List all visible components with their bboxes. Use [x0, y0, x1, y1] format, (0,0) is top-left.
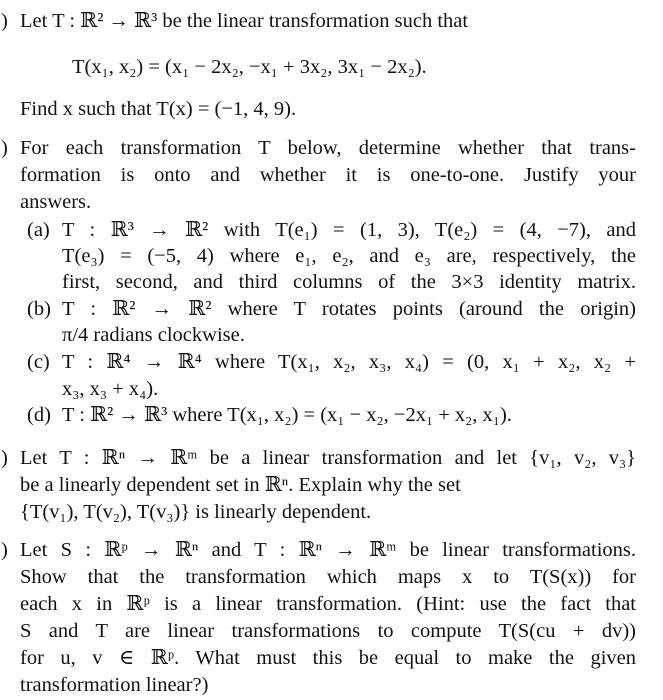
problem-4-marker: ) [1, 539, 8, 561]
part-b-label: (b) [27, 298, 51, 320]
part-c-label: (c) [27, 351, 50, 373]
part-a-line-3: first, second, and third columns of the 3×3 identity matrix. [62, 271, 636, 293]
problem-1-marker: ) [1, 10, 8, 32]
problem-2-line-1: For each transformation T below, determine whether that trans- [20, 137, 636, 159]
problem-4-line-3: each x in ℝᵖ is a linear transformation. (Hint: use the fact that [20, 593, 636, 615]
problem-2-marker: ) [1, 137, 8, 159]
problem-4-line-6: transformation linear?) [20, 674, 209, 696]
problem-1-line-1: Let T : ℝ² → ℝ³ be the linear transformation such that [20, 10, 469, 32]
problem-2-line-2: formation is onto and whether it is one-to-one. Justify your [20, 164, 636, 186]
problem-4-line-4: S and T are linear transformations to compute T(S(cu + dv)) [20, 620, 636, 642]
part-b-line-2: π/4 radians clockwise. [62, 324, 245, 346]
part-a-line-2: T(e₃) = (−5, 4) where e₁, e₂, and e₃ are, respectively, the [62, 245, 636, 267]
part-b-line-1: T : ℝ² → ℝ² where T rotates points (around the origin) [62, 298, 636, 320]
part-d-line-1: T : ℝ² → ℝ³ where T(x₁, x₂) = (x₁ − x₂, −2x₁ + x₂, x₁). [62, 404, 512, 426]
problem-1-formula: T(x₁, x₂) = (x₁ − 2x₂, −x₁ + 3x₂, 3x₁ − 2x₂). [72, 56, 427, 78]
part-a-line-1: T : ℝ³ → ℝ² with T(e₁) = (1, 3), T(e₂) = (4, −7), and [62, 219, 636, 241]
problem-2-line-3: answers. [20, 191, 92, 213]
problem-3-line-1: Let T : ℝⁿ → ℝᵐ be a linear transformation and let {v₁, v₂, v₃} [20, 447, 636, 469]
problem-4-line-2: Show that the transformation which maps x to T(S(x)) for [20, 566, 636, 588]
problem-3-marker: ) [1, 447, 8, 469]
part-d-label: (d) [27, 404, 51, 426]
problem-4-line-1: Let S : ℝᵖ → ℝⁿ and T : ℝⁿ → ℝᵐ be linear transformations. [20, 539, 636, 561]
problem-4-line-5: for u, v ∈ ℝᵖ. What must this be equal to make the given [20, 647, 636, 669]
problem-3-line-2: be a linearly dependent set in ℝⁿ. Explain why the set [20, 474, 461, 496]
problem-1-line-3: Find x such that T(x) = (−1, 4, 9). [20, 98, 297, 120]
problem-3-line-3: {T(v₁), T(v₂), T(v₃)} is linearly dependent. [20, 501, 372, 523]
part-c-line-1: T : ℝ⁴ → ℝ⁴ where T(x₁, x₂, x₃, x₄) = (0, x₁ + x₂, x₂ + [62, 351, 636, 373]
part-c-line-2: x₃, x₃ + x₄). [62, 378, 159, 400]
part-a-label: (a) [27, 219, 50, 241]
